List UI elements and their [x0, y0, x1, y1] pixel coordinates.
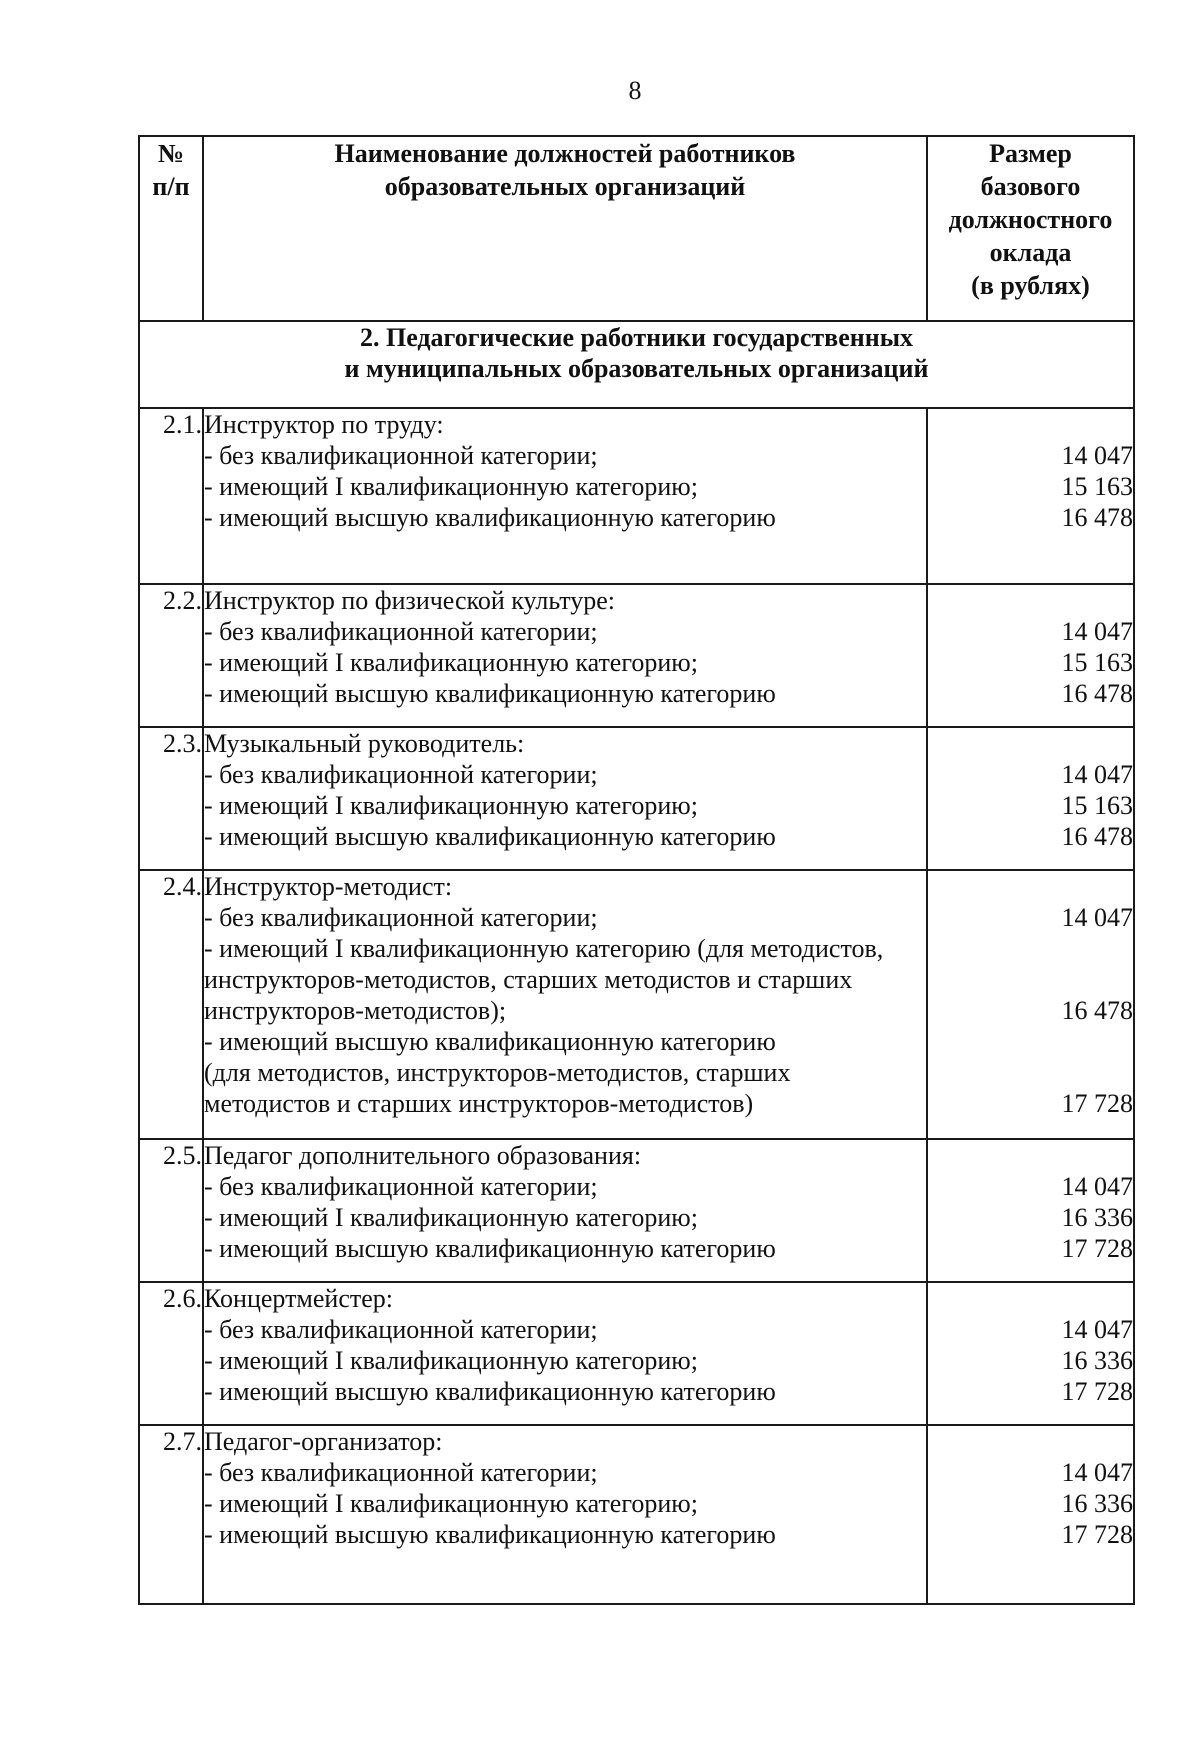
category-line: - имеющий высшую квалификационную категорию — [204, 1234, 776, 1263]
category-line: методистов и старших инструкторов-методистов) — [204, 1089, 754, 1118]
category-line: - имеющий I квалификационную категорию; — [204, 1346, 698, 1375]
salary-value: 16 336 — [1061, 1346, 1133, 1375]
table-body — [139, 408, 1134, 1604]
header-name-line: Наименование должностей работников — [334, 139, 796, 168]
position-name — [203, 408, 927, 584]
salary-value — [928, 1426, 1133, 1457]
salary-value: 15 163 — [1061, 791, 1133, 820]
salary-value: 14 047 — [1061, 617, 1133, 646]
position-name — [203, 727, 927, 870]
table-row — [139, 584, 1134, 727]
position-name — [203, 1282, 927, 1425]
salary-value: 16 478 — [1061, 679, 1133, 708]
category-line: - имеющий I квалификационную категорию; — [204, 472, 698, 501]
row-number: 2.4. — [139, 870, 203, 1139]
salary-value: 14 047 — [1061, 1458, 1133, 1487]
header-salary-line: Размер — [989, 139, 1072, 168]
header-salary-line: должностного — [948, 205, 1113, 234]
salary-value: 15 163 — [1061, 472, 1133, 501]
row-number: 2.5. — [139, 1139, 203, 1282]
salary-value — [928, 1057, 1133, 1088]
position-title: Концертмейстер: — [204, 1284, 394, 1313]
category-line: - имеющий высшую квалификационную категорию — [204, 503, 776, 532]
category-line: - имеющий высшую квалификационную категорию — [204, 1520, 776, 1549]
category-line: - без квалификационной категории; — [204, 617, 598, 646]
category-line: - имеющий высшую квалификационную категорию — [204, 679, 776, 708]
salary-value — [928, 585, 1133, 616]
category-line: - имеющий I квалификационную категорию; — [204, 791, 698, 820]
row-number: 2.7. — [139, 1425, 203, 1604]
section-title-line: 2. Педагогические работники государственных — [359, 323, 914, 352]
salary-value — [928, 409, 1133, 440]
section-title — [139, 321, 1134, 408]
table-row — [139, 727, 1134, 870]
position-title: Инструктор-методист: — [204, 872, 453, 901]
header-num-line: № — [157, 139, 185, 168]
category-line: - без квалификационной категории; — [204, 441, 598, 470]
salary-table — [138, 135, 1135, 1605]
row-number: 2.2. — [139, 584, 203, 727]
header-salary — [927, 136, 1134, 321]
position-name — [203, 584, 927, 727]
category-line: - имеющий высшую квалификационную категорию — [204, 1027, 776, 1056]
position-name — [203, 1425, 927, 1604]
position-title: Инструктор по труду: — [204, 410, 444, 439]
position-title: Музыкальный руководитель: — [204, 729, 525, 758]
salary-value: 14 047 — [1061, 1315, 1133, 1344]
header-salary-line: (в рублях) — [971, 271, 1090, 300]
category-line: - без квалификационной категории; — [204, 903, 598, 932]
salary-value — [928, 1283, 1133, 1314]
salary-value: 17 728 — [1061, 1520, 1133, 1549]
category-line: - имеющий высшую квалификационную категорию — [204, 1377, 776, 1406]
category-line: инструкторов-методистов, старших методистов и старших — [204, 965, 853, 994]
salary-value: 17 728 — [1061, 1089, 1133, 1118]
header-name — [203, 136, 927, 321]
position-name — [203, 870, 927, 1139]
position-name — [203, 1139, 927, 1282]
salary-value: 14 047 — [1061, 903, 1133, 932]
table-row — [139, 1282, 1134, 1425]
category-line: - имеющий высшую квалификационную категорию — [204, 822, 776, 851]
salary-value — [928, 933, 1133, 964]
category-line: (для методистов, инструкторов-методистов, старших — [204, 1058, 791, 1087]
salary-value — [928, 964, 1133, 995]
salary-value — [928, 1140, 1133, 1171]
row-number: 2.1. — [139, 408, 203, 584]
salary-cell — [927, 584, 1134, 727]
table-row — [139, 1425, 1134, 1604]
section-title-line: и муниципальных образовательных организаций — [344, 354, 929, 383]
table-row — [139, 1139, 1134, 1282]
position-title: Инструктор по физической культуре: — [204, 586, 616, 615]
row-number: 2.6. — [139, 1282, 203, 1425]
header-salary-line: базового — [980, 172, 1081, 201]
table-row — [139, 870, 1134, 1139]
salary-value: 17 728 — [1061, 1377, 1133, 1406]
salary-value: 14 047 — [1061, 1172, 1133, 1201]
salary-value — [928, 728, 1133, 759]
category-line: - без квалификационной категории; — [204, 760, 598, 789]
header-num — [139, 136, 203, 321]
category-line: - имеющий I квалификационную категорию; — [204, 648, 698, 677]
position-title: Педагог-организатор: — [204, 1427, 443, 1456]
salary-value — [928, 1026, 1133, 1057]
salary-value: 14 047 — [1061, 760, 1133, 789]
table-row — [139, 408, 1134, 584]
salary-value: 16 336 — [1061, 1489, 1133, 1518]
salary-value: 16 478 — [1061, 503, 1133, 532]
header-name-line: образовательных организаций — [384, 172, 746, 201]
salary-value: 16 478 — [1061, 822, 1133, 851]
category-line: инструкторов-методистов); — [204, 996, 507, 1025]
row-number: 2.3. — [139, 727, 203, 870]
salary-value: 16 336 — [1061, 1203, 1133, 1232]
salary-cell — [927, 1425, 1134, 1604]
position-title: Педагог дополнительного образования: — [204, 1141, 642, 1170]
salary-cell — [927, 870, 1134, 1139]
salary-cell — [927, 1139, 1134, 1282]
salary-value: 16 478 — [1061, 996, 1133, 1025]
section-row — [139, 321, 1134, 408]
table-header-row — [139, 136, 1134, 321]
category-line: - имеющий I квалификационную категорию (для методистов, — [204, 934, 884, 963]
category-line: - без квалификационной категории; — [204, 1458, 598, 1487]
category-line: - без квалификационной категории; — [204, 1172, 598, 1201]
category-line: - имеющий I квалификационную категорию; — [204, 1203, 698, 1232]
header-salary-line: оклада — [989, 238, 1072, 267]
salary-value: 17 728 — [1061, 1234, 1133, 1263]
header-num-line: п/п — [152, 172, 190, 201]
category-line: - без квалификационной категории; — [204, 1315, 598, 1344]
salary-cell — [927, 727, 1134, 870]
salary-value: 15 163 — [1061, 648, 1133, 677]
salary-value — [928, 871, 1133, 902]
salary-cell — [927, 408, 1134, 584]
salary-value: 14 047 — [1061, 441, 1133, 470]
salary-cell — [927, 1282, 1134, 1425]
page-number: 8 — [628, 76, 642, 105]
category-line: - имеющий I квалификационную категорию; — [204, 1489, 698, 1518]
